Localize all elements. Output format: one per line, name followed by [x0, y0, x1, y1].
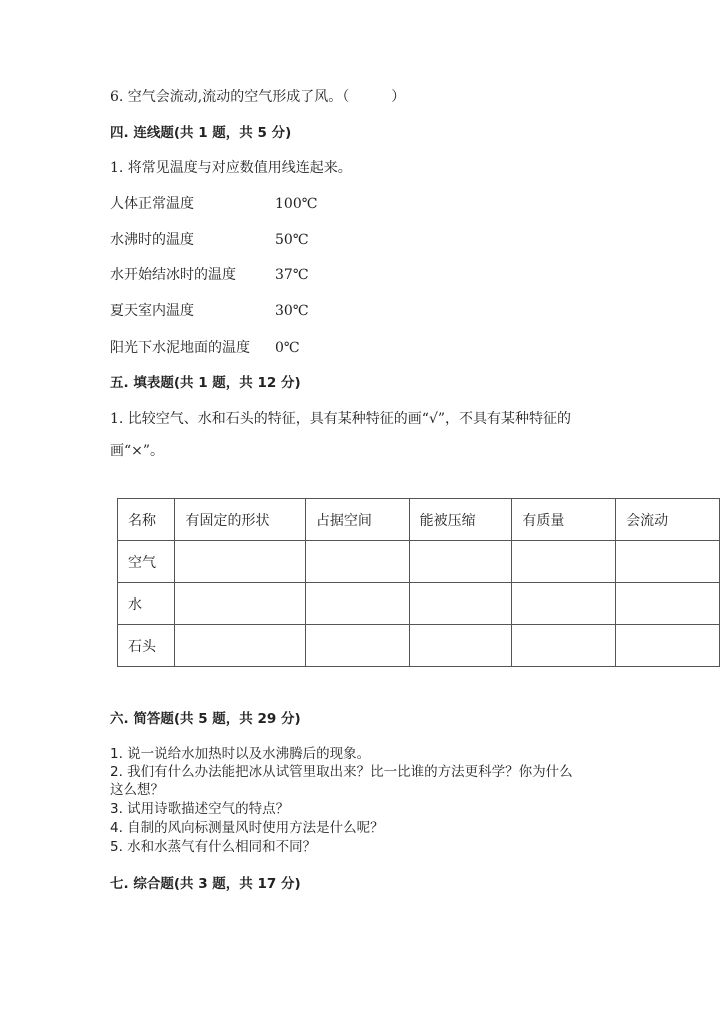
answer-cell[interactable]: [409, 541, 512, 583]
table-row: [118, 583, 720, 625]
section-7-heading: 七. 综合题(共 3 题，共 17 分): [110, 876, 301, 892]
row-label: 水: [118, 583, 175, 625]
match-right-2: 50℃: [275, 232, 309, 248]
section-4-question: 1. 将常见温度与对应数值用线连起来。: [110, 160, 352, 176]
short-answer-2: 2. 我们有什么办法能把冰从试管里取出来？比一比谁的方法更科学？你为什么: [110, 764, 573, 780]
match-left-5: 阳光下水泥地面的温度: [110, 340, 250, 356]
table-header: 能被压缩: [409, 499, 512, 541]
table-header: 有固定的形状: [175, 499, 305, 541]
answer-cell[interactable]: [305, 541, 409, 583]
answer-cell[interactable]: [409, 583, 512, 625]
table-header: 会流动: [616, 499, 720, 541]
answer-cell[interactable]: [409, 625, 512, 667]
row-label: 石头: [118, 625, 175, 667]
match-left-4: 夏天室内温度: [110, 303, 194, 319]
match-right-4: 30℃: [275, 303, 309, 319]
table-header-row: [118, 499, 720, 541]
section-5-heading: 五. 填表题(共 1 题，共 12 分): [110, 375, 301, 391]
section-4-heading: 四. 连线题(共 1 题，共 5 分): [110, 125, 292, 141]
section-5-question-line-2: 画“×”。: [110, 443, 165, 459]
answer-cell[interactable]: [305, 625, 409, 667]
section-5-question-line-1: 1. 比较空气、水和石头的特征，具有某种特征的画“√”，不具有某种特征的: [110, 411, 572, 427]
short-answer-1: 1. 说一说给水加热时以及水沸腾后的现象。: [110, 746, 371, 762]
answer-cell[interactable]: [512, 625, 616, 667]
short-answer-2-cont: 这么想？: [110, 782, 164, 798]
answer-cell[interactable]: [616, 625, 720, 667]
match-right-1: 100℃: [275, 196, 318, 212]
row-label: 空气: [118, 541, 175, 583]
short-answer-5: 5. 水和水蒸气有什么相同和不同？: [110, 839, 317, 855]
table-row: [118, 541, 720, 583]
comparison-table: [117, 498, 720, 667]
question-6: 6. 空气会流动,流动的空气形成了风。（ ）: [110, 89, 406, 105]
table-header: 名称: [118, 499, 175, 541]
answer-cell[interactable]: [175, 625, 305, 667]
answer-cell[interactable]: [512, 583, 616, 625]
table-header: 占据空间: [305, 499, 409, 541]
table-row: [118, 625, 720, 667]
match-right-3: 37℃: [275, 267, 309, 283]
table-header: 有质量: [512, 499, 616, 541]
match-left-2: 水沸时的温度: [110, 232, 194, 248]
section-6-heading: 六. 简答题(共 5 题，共 29 分): [110, 711, 301, 727]
answer-cell[interactable]: [512, 541, 616, 583]
match-right-5: 0℃: [275, 340, 300, 356]
match-left-3: 水开始结冰时的温度: [110, 267, 236, 283]
answer-cell[interactable]: [616, 541, 720, 583]
answer-cell[interactable]: [175, 583, 305, 625]
match-left-1: 人体正常温度: [110, 196, 194, 212]
short-answer-3: 3. 试用诗歌描述空气的特点？: [110, 801, 290, 817]
short-answer-4: 4. 自制的风向标测量风时使用方法是什么呢？: [110, 820, 384, 836]
answer-cell[interactable]: [305, 583, 409, 625]
answer-cell[interactable]: [616, 583, 720, 625]
answer-cell[interactable]: [175, 541, 305, 583]
